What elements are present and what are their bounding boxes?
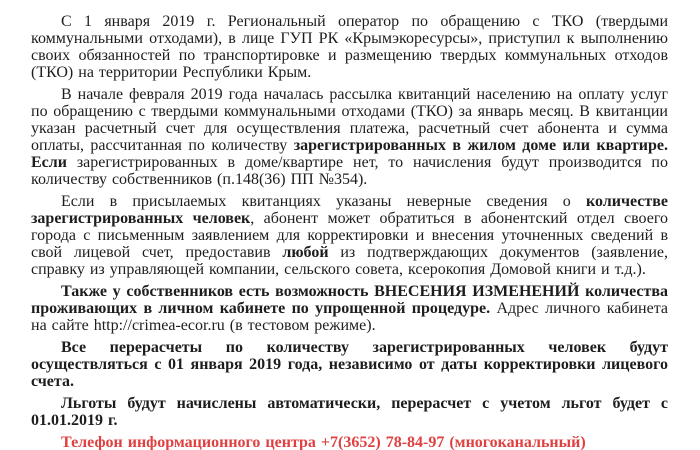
text-run: Адрес личного кабинета на сайте [31,300,669,334]
text-run: Все перерасчеты по количеству зарегистрированных человек будут осуществляться с 01 января 2019 года, независимо от даты корректировки лицевого счета. [31,339,668,390]
text-run: любой [282,244,329,261]
paragraph-recalculation [31,339,668,390]
paragraph-receipts [31,86,668,188]
text-run: , абонент может обратиться в абонентский отдел своего города с письменным заявлением для корректировки и внесения уточненных сведений в свой лицевой счет, предоставив [31,210,669,261]
text-run: (в тестовом режиме). [224,317,376,334]
text-run: из подтверждающих документов (заявление, справку из управляющей компании, сельского совета, ксерокопия Домовой книги и т.д.). [31,244,668,278]
paragraph-benefits [31,395,668,429]
text-run: Льготы будут начислены автоматически, перерасчет с учетом льгот будет с 01.01.2019 г. [31,395,668,429]
text-run: Если в присылаемых квитанциях указаны неверные сведения о [61,193,586,210]
text-run: количестве зарегистрированных человек [31,193,668,227]
text-run: зарегистрированных в жилом доме или квартире. Если [31,137,668,171]
text-run: С 1 января 2019 г. Региональный оператор по обращению с ТКО (твердыми коммунальными отходами), в лице ГУП РК «Крымэкоресурсы», приступил к выполнению своих обязанностей по транспортировке и размещению твердых коммунальных отходов (ТКО) на территории Республики Крым. [31,13,668,81]
personal-cabinet-url: http://crimea-ecor.ru [93,317,225,334]
text-run: зарегистрированных в доме/квартире нет, то начисления будут производится по количеству собственников (п.148(36) ПП №354). [31,154,668,188]
paragraph-personal-cabinet [31,283,668,334]
paragraph-corrections [31,193,668,278]
text-run: В начале февраля 2019 года началась рассылка квитанций населению на оплату услуг по обращению с твердыми коммунальными отходами (ТКО) за январь месяц. В квитанции указан расчетный счет для осуществления платежа, расчетный счет абонента и сумма оплаты, рассчитанная по количеству [31,86,668,154]
text-run: Телефон информационного центра +7(3652) 78-84-97 (многоканальный) [61,434,586,450]
paragraph-hotline [31,434,668,450]
paragraph-intro [31,13,668,81]
text-run: Также у собственников есть возможность ВНЕСЕНИЯ ИЗМЕНЕНИЙ количества проживающих в личном кабинете по упрощенной процедуре. [31,283,668,317]
